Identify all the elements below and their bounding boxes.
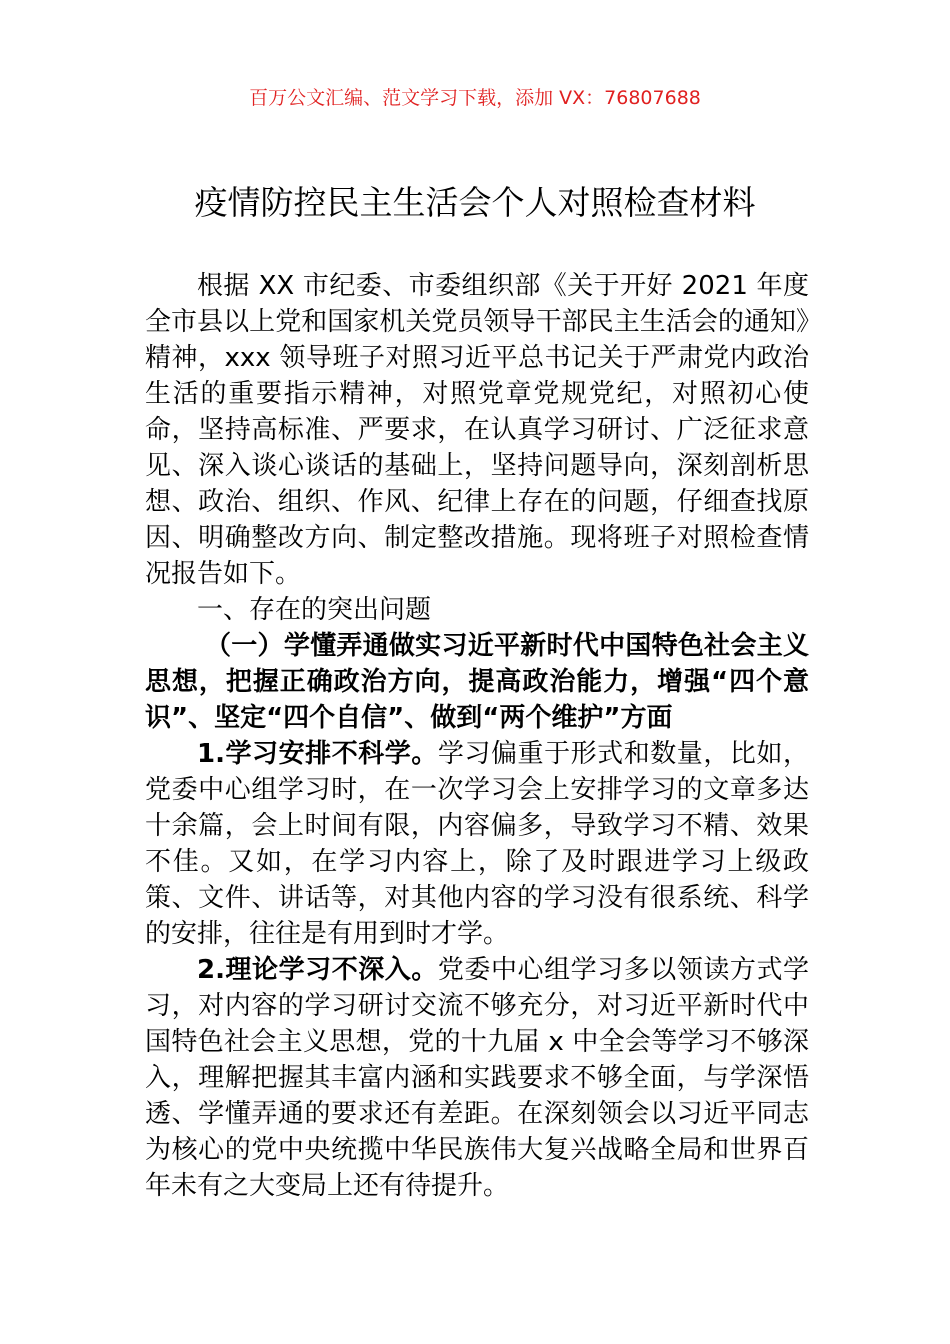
section-heading: 一、存在的突出问题 — [197, 595, 432, 625]
subsection-heading: （一）学懂弄通做实习近平新时代中国特色社会主义思想，把握正确政治方向，提高政治能力，增强“四个意识”、坚定“四个自信”、做到“两个维护”方面 — [145, 631, 809, 733]
document-title: 疫情防控民主生活会个人对照检查材料 — [194, 183, 756, 222]
item-paragraph-2 — [145, 952, 809, 1204]
item-body-2: 党委中心组学习多以领读方式学习，对内容的学习研讨交流不够充分，对习近平新时代中国特色社会主义思想，党的十九届 x 中全会等学习不够深入，理解把握其丰富内涵和实践要求不够全面，与学深悟透、学懂弄通的要求还有差距。在深刻领会以习近平同志为核心的党中央统揽中华民族伟大复兴战略全局和世界百年未有之大变局上还有待提升。 — [145, 955, 809, 1201]
intro-paragraph: 根据 XX 市纪委、市委组织部《关于开好 2021 年度全市县以上党和国家机关党员领导干部民主生活会的通知》精神，xxx 领导班子对照习近平总书记关于严肃党内政治生活的重要指示精神，对照党章党规党纪，对照初心使命，坚持高标准、严要求，在认真学习研讨、广泛征求意见、深入谈心谈话的基础上，坚持问题导向，深刻剖析思想、政治、组织、作风、纪律上存在的问题，仔细查找原因、明确整改方向、制定整改措施。现将班子对照检查情况报告如下。 — [145, 271, 809, 589]
item-paragraph-1 — [145, 736, 809, 952]
item-lead-1: 1.学习安排不科学。 — [197, 739, 438, 769]
item-body-1: 学习偏重于形式和数量，比如，党委中心组学习时，在一次学习会上安排学习的文章多达十余篇，会上时间有限，内容偏多，导致学习不精、效果不佳。又如，在学习内容上，除了及时跟进学习上级政策、文件、讲话等，对其他内容的学习没有很系统、科学的安排，往往是有用到时才学。 — [145, 739, 809, 949]
header-note: 百万公文汇编、范文学习下载，添加 VX：76807688 — [249, 87, 701, 109]
document-body — [145, 268, 809, 1204]
item-lead-2: 2.理论学习不深入。 — [197, 955, 438, 985]
